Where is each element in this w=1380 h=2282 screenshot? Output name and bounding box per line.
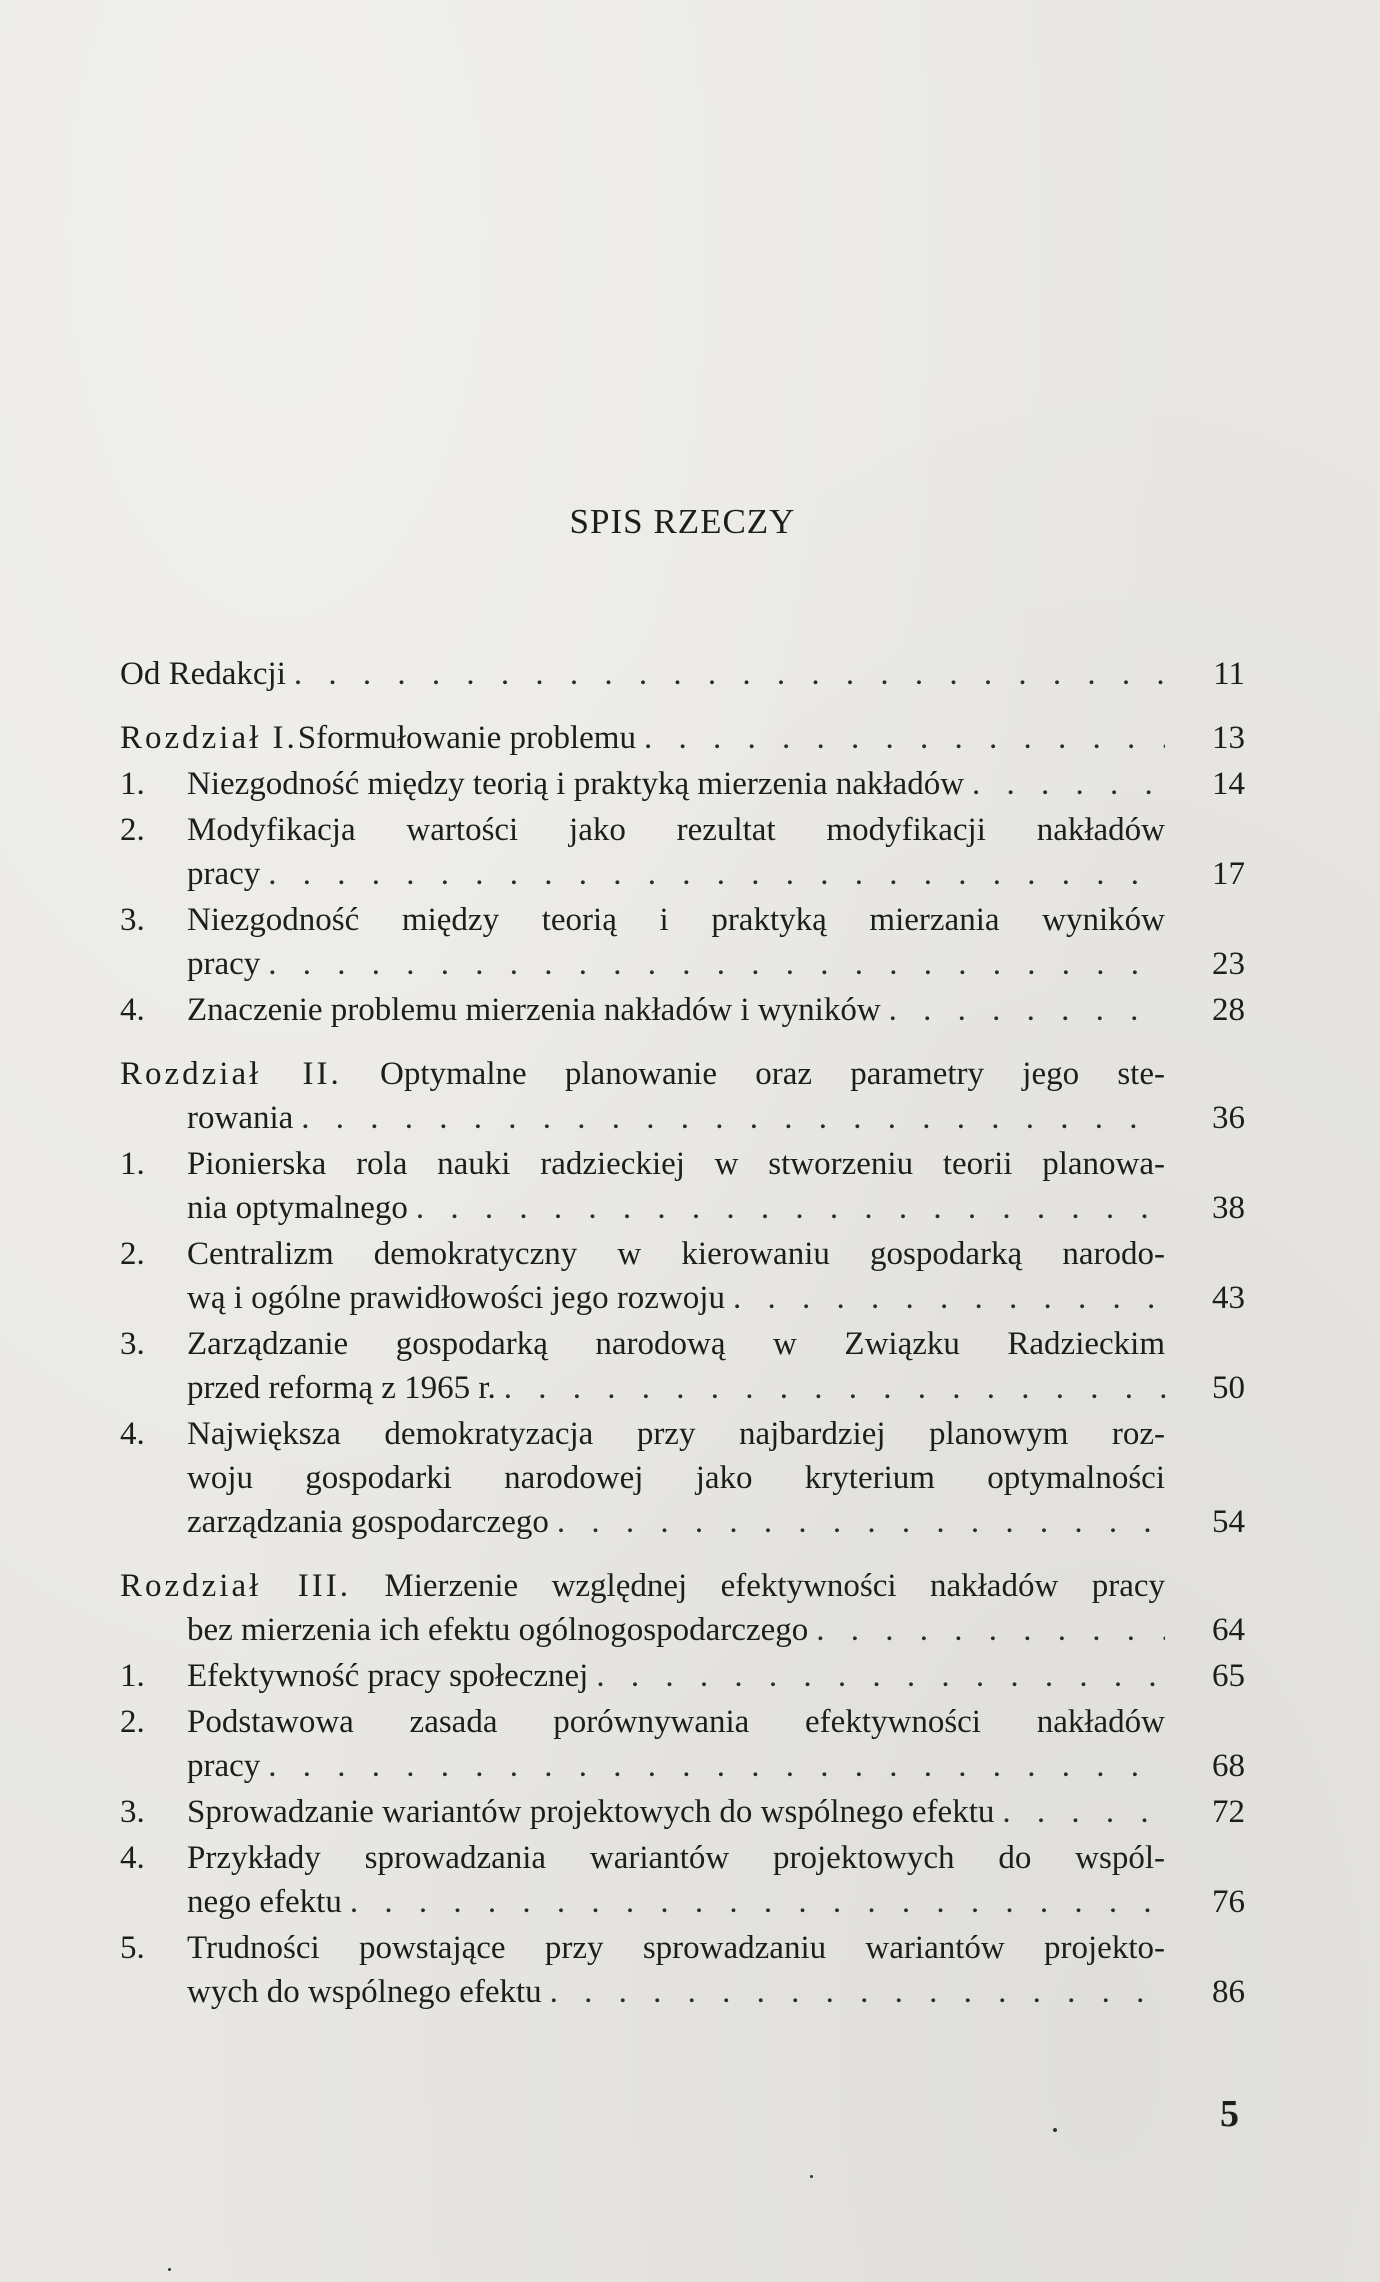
entry-page-number: 76 [1212, 1884, 1245, 1920]
toc-line [120, 1880, 1245, 1924]
leader-dots [557, 1500, 1165, 1544]
leader-dots [972, 762, 1165, 806]
toc-section-entry [120, 1654, 1245, 1698]
entry-title: Sprowadzanie wariantów projektowych do wspólnego efektu [187, 1794, 995, 1830]
entry-title: woju gospodarki narodowej jako kryterium optymalności [187, 1460, 1165, 1496]
toc-line [120, 1322, 1165, 1366]
entry-title: Niezgodność między teorią i praktyką mierzania wyników [187, 902, 1165, 938]
toc-line [120, 1500, 1245, 1544]
toc-line [120, 1926, 1165, 1970]
entry-title: Pionierska rola nauki radzieckiej w stworzeniu teorii planowa- [187, 1146, 1165, 1182]
entry-title: Podstawowa zasada porównywania efektywności nakładów [187, 1704, 1165, 1740]
entry-page-number: 38 [1212, 1190, 1245, 1226]
toc-section-entry [120, 1790, 1245, 1834]
leader-dots [350, 1880, 1165, 1924]
leader-dots [596, 1654, 1165, 1698]
toc-chapter-entry [120, 716, 1245, 760]
toc-line [120, 1608, 1245, 1652]
page-title: SPIS RZECZY [569, 502, 796, 541]
toc-line [120, 716, 1245, 760]
toc-section-entry [120, 988, 1245, 1032]
toc-line [120, 1096, 1245, 1140]
chapter-label: Rozdział I. [120, 720, 298, 756]
toc-section-entry [120, 1700, 1245, 1788]
entry-title: Niezgodność między teorią i praktyką mierzenia nakładów [187, 766, 965, 802]
entry-page-number: 54 [1212, 1504, 1245, 1540]
section-number: 1. [120, 766, 145, 802]
toc-line [120, 942, 1245, 986]
entry-page-number: 36 [1212, 1100, 1245, 1136]
entry-title: Optymalne planowanie oraz parametry jego ste- [380, 1056, 1165, 1092]
section-number: 1. [120, 1658, 145, 1694]
toc-line [120, 1232, 1165, 1276]
section-number: 3. [120, 902, 145, 938]
entry-page-number: 13 [1212, 720, 1245, 756]
toc-section-entry [120, 1412, 1245, 1544]
leader-dots [816, 1608, 1165, 1652]
leader-dots [1002, 1790, 1165, 1834]
entry-title: Mierzenie względnej efektywności nakładów pracy [384, 1568, 1166, 1604]
leader-dots [268, 852, 1165, 896]
entry-title: Trudności powstające przy sprowadzaniu wariantów projekto- [187, 1930, 1165, 1966]
entry-page-number: 28 [1212, 992, 1245, 1028]
table-of-contents [120, 652, 1245, 2014]
toc-line [120, 808, 1165, 852]
toc-line [120, 762, 1245, 806]
toc-line [120, 1654, 1245, 1698]
entry-page-number: 14 [1212, 766, 1245, 802]
leader-dots [733, 1276, 1165, 1320]
section-number: 5. [120, 1930, 145, 1966]
entry-page-number: 23 [1212, 946, 1245, 982]
section-number: 2. [120, 1236, 145, 1272]
section-number: 4. [120, 992, 145, 1028]
toc-line [120, 1186, 1245, 1230]
section-number: 2. [120, 1704, 145, 1740]
toc-section-entry [120, 1232, 1245, 1320]
entry-page-number: 72 [1212, 1794, 1245, 1830]
page-number: 5 [1220, 2093, 1239, 2135]
leader-dots [294, 652, 1165, 696]
toc-line [120, 898, 1165, 942]
entry-page-number: 64 [1212, 1612, 1245, 1648]
toc-section-entry [120, 1322, 1245, 1410]
toc-chapter-entry [120, 1052, 1245, 1140]
entry-title: Znaczenie problemu mierzenia nakładów i wyników [187, 992, 881, 1028]
leader-dots [301, 1096, 1165, 1140]
chapter-label: Rozdział II. [120, 1056, 342, 1092]
entry-title: Centralizm demokratyczny w kierowaniu gospodarką narodo- [187, 1236, 1165, 1272]
toc-line [120, 1052, 1165, 1096]
toc-line [120, 1970, 1245, 2014]
entry-title: pracy [187, 856, 261, 892]
entry-title: nego efektu [187, 1884, 342, 1920]
toc-line [120, 1700, 1165, 1744]
entry-title: wą i ogólne prawidłowości jego rozwoju [187, 1280, 725, 1316]
leader-dots [889, 988, 1165, 1032]
section-number: 3. [120, 1326, 145, 1362]
toc-line [120, 652, 1245, 696]
toc-section-entry [120, 762, 1245, 806]
toc-line [120, 1456, 1165, 1500]
paper-speck [1053, 2128, 1057, 2132]
entry-title: Przykłady sprowadzania wariantów projektowych do wspól- [187, 1840, 1165, 1876]
paper-speck [810, 2175, 813, 2178]
section-number: 4. [120, 1416, 145, 1452]
toc-section-entry [120, 808, 1245, 896]
entry-page-number: 50 [1212, 1370, 1245, 1406]
entry-title: Największa demokratyzacja przy najbardziej planowym roz- [187, 1416, 1165, 1452]
toc-front-entry [120, 652, 1245, 696]
entry-title: Sformułowanie problemu [297, 720, 636, 756]
entry-title: bez mierzenia ich efektu ogólnogospodarczego [187, 1612, 809, 1648]
paper-speck [168, 2268, 171, 2271]
toc-line [120, 1276, 1245, 1320]
toc-chapter-entry [120, 1564, 1245, 1652]
entry-title: rowania [187, 1100, 294, 1136]
entry-title: Od Redakcji [120, 656, 286, 692]
toc-section-entry [120, 1142, 1245, 1230]
entry-title: przed reformą z 1965 r. [187, 1370, 496, 1406]
entry-title: wych do wspólnego efektu [187, 1974, 542, 2010]
entry-title: Modyfikacja wartości jako rezultat modyfikacji nakładów [187, 812, 1165, 848]
section-number: 4. [120, 1840, 145, 1876]
leader-dots [416, 1186, 1165, 1230]
entry-page-number: 68 [1212, 1748, 1245, 1784]
section-number: 2. [120, 812, 145, 848]
entry-page-number: 11 [1213, 656, 1245, 692]
toc-section-entry [120, 1836, 1245, 1924]
entry-page-number: 65 [1212, 1658, 1245, 1694]
entry-title: pracy [187, 1748, 261, 1784]
leader-dots [644, 716, 1165, 760]
leader-dots [268, 1744, 1165, 1788]
entry-title: nia optymalnego [187, 1190, 408, 1226]
toc-line [120, 1412, 1165, 1456]
toc-line [120, 1564, 1165, 1608]
section-number: 3. [120, 1794, 145, 1830]
toc-line [120, 1744, 1245, 1788]
entry-title: pracy [187, 946, 261, 982]
entry-title: zarządzania gospodarczego [187, 1504, 549, 1540]
section-number: 1. [120, 1146, 145, 1182]
toc-section-entry [120, 898, 1245, 986]
toc-section-entry [120, 1926, 1245, 2014]
chapter-label: Rozdział III. [120, 1568, 351, 1604]
leader-dots [550, 1970, 1165, 2014]
leader-dots [268, 942, 1165, 986]
toc-line [120, 852, 1245, 896]
toc-line [120, 988, 1245, 1032]
leader-dots [504, 1366, 1165, 1410]
entry-page-number: 86 [1212, 1974, 1245, 2010]
toc-line [120, 1836, 1165, 1880]
toc-line [120, 1142, 1165, 1186]
entry-page-number: 17 [1212, 856, 1245, 892]
entry-page-number: 43 [1212, 1280, 1245, 1316]
toc-line [120, 1366, 1245, 1410]
entry-title: Efektywność pracy społecznej [187, 1658, 589, 1694]
toc-line [120, 1790, 1245, 1834]
entry-title: Zarządzanie gospodarką narodową w Związku Radzieckim [187, 1326, 1165, 1362]
